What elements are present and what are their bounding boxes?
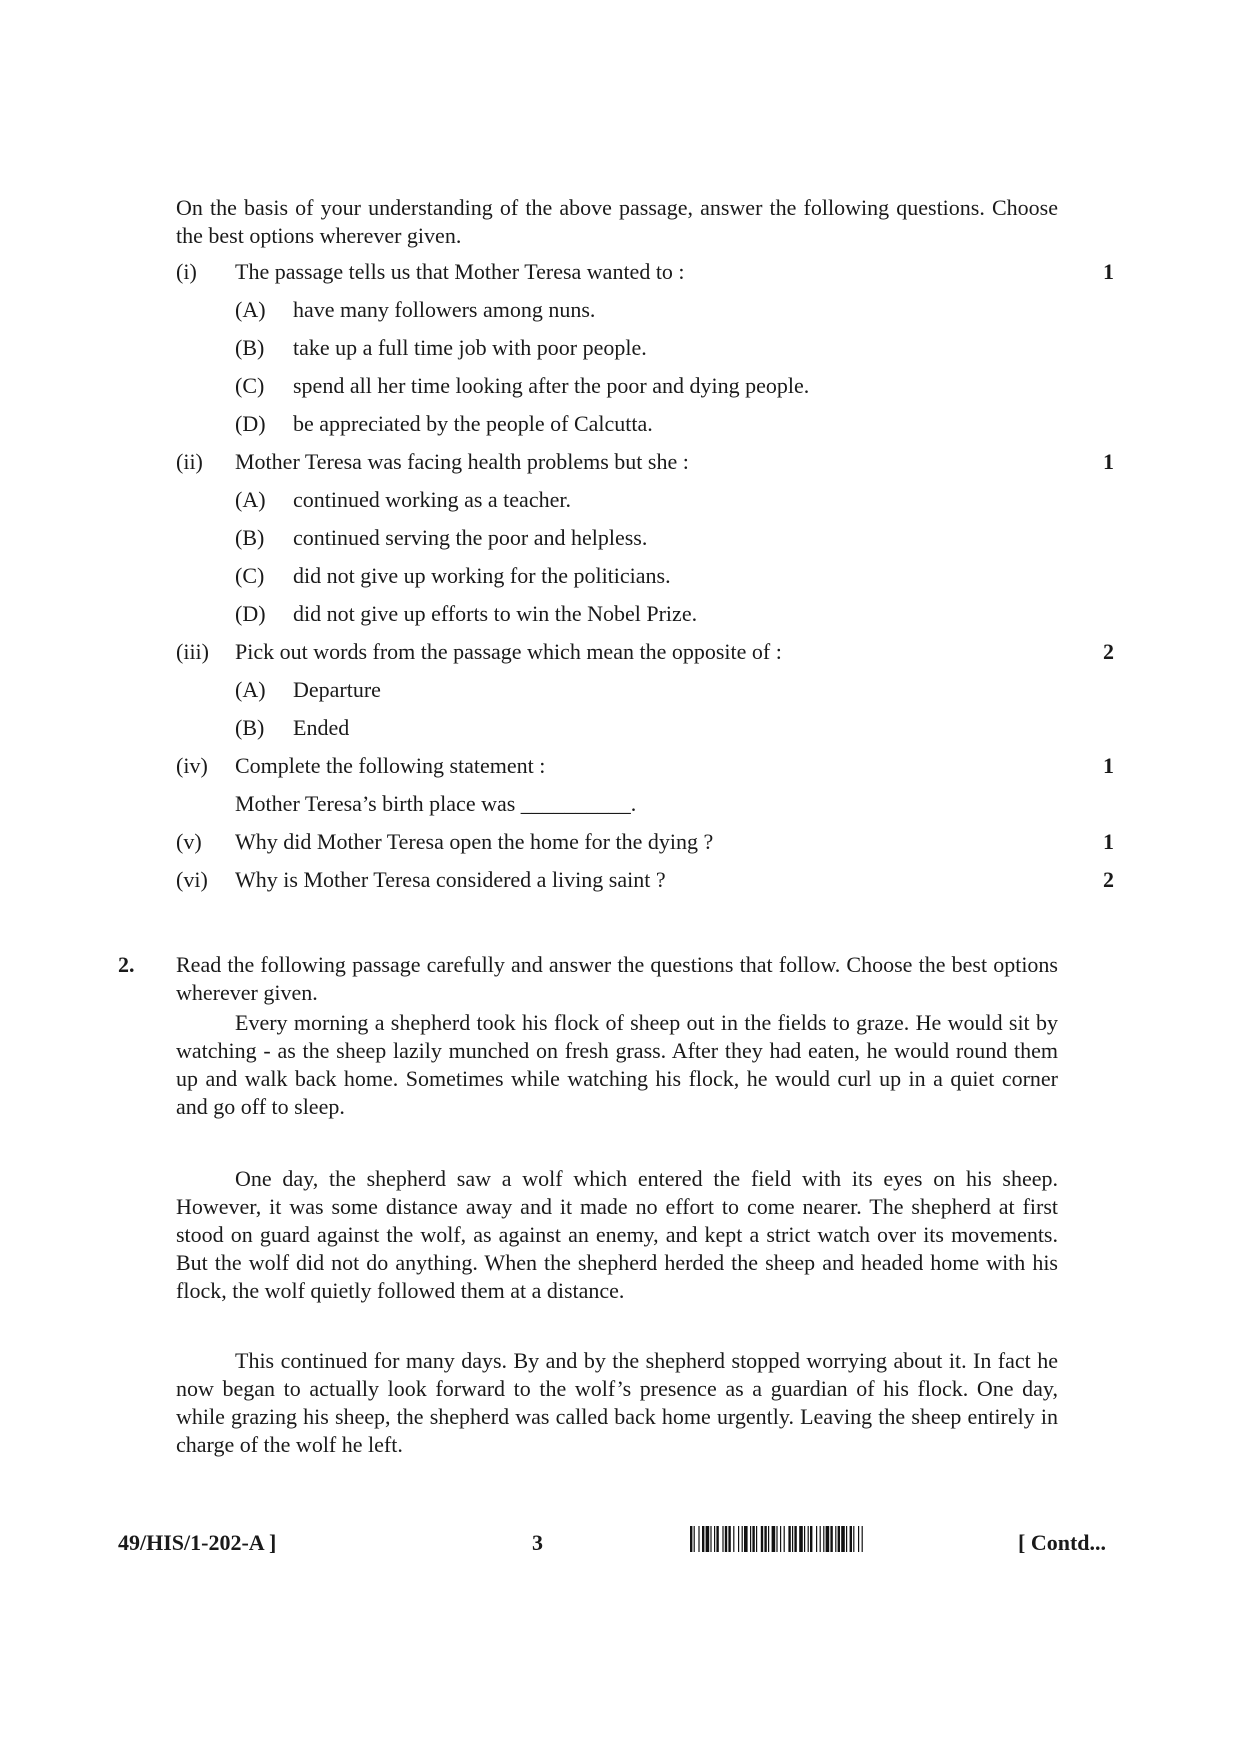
question-number: (iv) <box>176 753 208 778</box>
question-marks: 1 <box>1103 753 1114 778</box>
barcode-bar <box>820 1526 821 1552</box>
question-text: The passage tells us that Mother Teresa wanted to : <box>235 259 685 284</box>
option-letter: (A) <box>235 487 266 512</box>
barcode-bar <box>804 1526 805 1552</box>
question-number: (vi) <box>176 867 208 892</box>
option-text: continued working as a teacher. <box>293 487 571 512</box>
question-marks: 2 <box>1103 639 1114 664</box>
paper-code: 49/HIS/1-202-A ] <box>118 1530 277 1555</box>
question-text: Why is Mother Teresa considered a living saint ? <box>235 867 666 892</box>
barcode-bar <box>862 1526 863 1552</box>
barcode-bar <box>738 1526 739 1552</box>
question-vi <box>176 865 1114 895</box>
barcode-bar <box>756 1526 757 1552</box>
barcode-icon <box>690 1526 1008 1552</box>
option-text: take up a full time job with poor people. <box>293 335 647 360</box>
option-letter: (B) <box>235 525 265 550</box>
barcode-bar <box>772 1526 776 1552</box>
passage-paragraph-1: Every morning a shepherd took his flock of sheep out in the fields to graze. He would sit by watching - as the sheep lazily munched on fresh grass. After they had eaten, he would round them up and walk back home. Sometimes while watching his flock, he would curl up in a quiet corner and go off to sleep. <box>176 1010 1058 1119</box>
barcode-bar <box>752 1526 754 1552</box>
option-i-a <box>235 295 1035 325</box>
question-marks: 1 <box>1103 259 1114 284</box>
question-marks: 1 <box>1103 829 1114 854</box>
barcode-bar <box>838 1526 840 1552</box>
question-iv <box>176 751 1114 781</box>
option-text: did not give up working for the politicians. <box>293 563 671 588</box>
question-marks: 1 <box>1103 449 1114 474</box>
question-number: (ii) <box>176 449 203 474</box>
option-text: Ended <box>293 715 350 740</box>
barcode-bar <box>702 1526 704 1552</box>
barcode-bar <box>706 1526 710 1552</box>
option-letter: (A) <box>235 297 266 322</box>
option-ii-d <box>235 599 1035 629</box>
barcode-bar <box>710 1526 711 1552</box>
option-ii-b <box>235 523 1035 553</box>
question-v <box>176 827 1114 857</box>
barcode-bar <box>761 1526 763 1552</box>
barcode-bar <box>750 1526 751 1552</box>
barcode-bar <box>690 1526 692 1552</box>
barcode-bar <box>835 1526 836 1552</box>
question-text: Pick out words from the passage which mean the opposite of : <box>235 639 782 664</box>
option-text: Departure <box>293 677 381 702</box>
option-text: have many followers among nuns. <box>293 297 596 322</box>
section-number: 2. <box>118 952 135 977</box>
contd-label: [ Contd... <box>1018 1530 1107 1555</box>
barcode-bar <box>742 1526 743 1552</box>
option-letter: (A) <box>235 677 266 702</box>
barcode-bar <box>733 1526 734 1552</box>
barcode-bar <box>799 1526 803 1552</box>
barcode-bar <box>694 1526 695 1552</box>
barcode-bar <box>792 1526 793 1552</box>
option-text: did not give up efforts to win the Nobel Prize. <box>293 601 698 626</box>
option-text: be appreciated by the people of Calcutta. <box>293 411 653 436</box>
barcode-bar <box>764 1526 766 1552</box>
barcode-bar <box>823 1526 824 1552</box>
question-ii <box>176 447 1114 477</box>
option-ii-c <box>235 561 1035 591</box>
barcode-bar <box>784 1526 785 1552</box>
question-iv-statement <box>235 789 1035 819</box>
barcode-bar <box>853 1526 854 1552</box>
barcode-bar <box>794 1526 796 1552</box>
option-letter: (C) <box>235 563 265 588</box>
option-letter: (B) <box>235 715 265 740</box>
barcode-bar <box>722 1526 723 1552</box>
statement-text: Mother Teresa’s birth place was __________. <box>235 791 637 816</box>
question-i <box>176 257 1114 287</box>
barcode-bar <box>768 1526 769 1552</box>
barcode-bar <box>841 1526 845 1552</box>
page-number: 3 <box>532 1530 543 1555</box>
question-marks: 2 <box>1103 867 1114 892</box>
barcode-bar <box>830 1526 832 1552</box>
barcode-bar <box>846 1526 847 1552</box>
barcode-bar <box>714 1526 715 1552</box>
barcode-bar <box>816 1526 817 1552</box>
intro-instruction: On the basis of your understanding of the above passage, answer the following questions. Choose the best options wherever given. <box>176 195 1058 248</box>
question-number: (i) <box>176 259 197 284</box>
question-number: (iii) <box>176 639 209 664</box>
question-iii <box>176 637 1114 667</box>
barcode-bar <box>716 1526 718 1552</box>
option-letter: (D) <box>235 601 266 626</box>
barcode-bar <box>850 1526 852 1552</box>
barcode-bar <box>698 1526 699 1552</box>
barcode-bar <box>788 1526 790 1552</box>
option-i-b <box>235 333 1035 363</box>
barcode-bar <box>744 1526 748 1552</box>
option-i-c <box>235 371 1035 401</box>
option-ii-a <box>235 485 1035 515</box>
passage-paragraph-2: One day, the shepherd saw a wolf which entered the field with its eyes on his sheep. However, it was some distance away and it made no effort to come nearer. The shepherd at first stood on guard against the wolf, as against an enemy, and kept a strict watch over its movements. But the wolf did not do anything. When the shepherd herded the sheep and headed home with his flock, the wolf quietly followed them at a distance. <box>176 1166 1058 1303</box>
barcode-bar <box>810 1526 812 1552</box>
option-text: spend all her time looking after the poor and dying people. <box>293 373 810 398</box>
option-letter: (D) <box>235 411 266 436</box>
question-text: Mother Teresa was facing health problems but she : <box>235 449 689 474</box>
barcode-bar <box>776 1526 777 1552</box>
barcode-bar <box>858 1526 859 1552</box>
option-text: continued serving the poor and helpless. <box>293 525 648 550</box>
passage-paragraph-3: This continued for many days. By and by the shepherd stopped worrying about it. In fact he now began to actually look forward to the wolf’s presence as a guardian of his flock. One day, while grazing his sheep, the shepherd was called back home urgently. Leaving the sheep entirely in charge of the wolf he left. <box>176 1348 1058 1457</box>
barcode-bar <box>808 1526 809 1552</box>
option-letter: (C) <box>235 373 265 398</box>
option-iii-a <box>235 675 1035 705</box>
barcode-bar <box>728 1526 730 1552</box>
barcode-bar <box>725 1526 727 1552</box>
question-text: Why did Mother Teresa open the home for the dying ? <box>235 829 714 854</box>
section-instruction: Read the following passage carefully and answer the questions that follow. Choose the best options wherever given. <box>176 952 1058 1005</box>
option-iii-b <box>235 713 1035 743</box>
option-letter: (B) <box>235 335 265 360</box>
barcode-bar <box>826 1526 830 1552</box>
barcode-bar <box>780 1526 781 1552</box>
question-text: Complete the following statement : <box>235 753 546 778</box>
question-number: (v) <box>176 829 202 854</box>
option-i-d <box>235 409 1035 439</box>
